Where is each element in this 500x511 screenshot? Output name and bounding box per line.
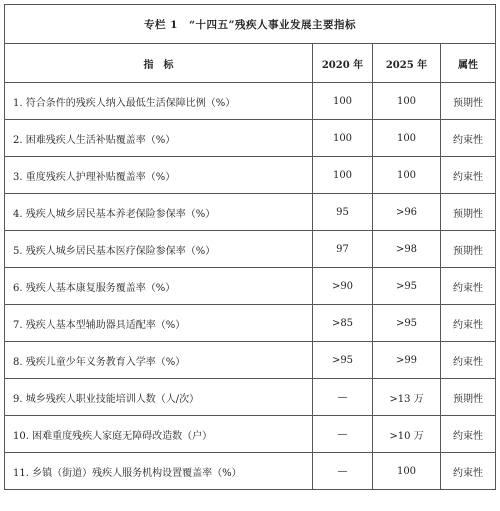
header-row <box>5 44 496 83</box>
value-2020-cell: — <box>313 379 373 416</box>
table-row <box>5 305 496 342</box>
value-2020-cell: — <box>313 416 373 453</box>
table-body <box>5 83 496 490</box>
indicator-cell: 2. 困难残疾人生活补贴覆盖率（%） <box>5 120 313 157</box>
indicator-cell: 4. 残疾人城乡居民基本养老保险参保率（%） <box>5 194 313 231</box>
table-row <box>5 379 496 416</box>
indicator-cell: 11. 乡镇（街道）残疾人服务机构设置覆盖率（%） <box>5 453 313 490</box>
value-2020-cell: >90 <box>313 268 373 305</box>
indicator-cell: 10. 困难重度残疾人家庭无障碍改造数（户） <box>5 416 313 453</box>
value-2025-cell: 100 <box>373 157 441 194</box>
table-title: 专栏 1 “十四五”残疾人事业发展主要指标 <box>5 5 496 44</box>
attribute-cell: 约束性 <box>441 157 496 194</box>
header-2020: 2020 年 <box>313 44 373 83</box>
value-2025-cell: >96 <box>373 194 441 231</box>
table-row <box>5 231 496 268</box>
table-row <box>5 83 496 120</box>
value-2020-cell: — <box>313 453 373 490</box>
indicator-table-frame <box>4 4 495 506</box>
indicator-cell: 5. 残疾人城乡居民基本医疗保险参保率（%） <box>5 231 313 268</box>
attribute-cell: 约束性 <box>441 453 496 490</box>
attribute-cell: 约束性 <box>441 342 496 379</box>
attribute-cell: 预期性 <box>441 194 496 231</box>
value-2020-cell: 95 <box>313 194 373 231</box>
value-2020-cell: >95 <box>313 342 373 379</box>
table-row <box>5 194 496 231</box>
attribute-cell: 预期性 <box>441 231 496 268</box>
value-2025-cell: >10 万 <box>373 416 441 453</box>
value-2020-cell: 100 <box>313 157 373 194</box>
attribute-cell: 预期性 <box>441 379 496 416</box>
value-2025-cell: 100 <box>373 120 441 157</box>
value-2020-cell: 97 <box>313 231 373 268</box>
table-row <box>5 157 496 194</box>
indicator-table <box>4 4 496 490</box>
value-2025-cell: 100 <box>373 83 441 120</box>
value-2025-cell: >99 <box>373 342 441 379</box>
attribute-cell: 约束性 <box>441 120 496 157</box>
value-2025-cell: >95 <box>373 268 441 305</box>
table-row <box>5 453 496 490</box>
value-2025-cell: 100 <box>373 453 441 490</box>
attribute-cell: 约束性 <box>441 268 496 305</box>
table-row <box>5 416 496 453</box>
table-row <box>5 268 496 305</box>
indicator-cell: 3. 重度残疾人护理补贴覆盖率（%） <box>5 157 313 194</box>
attribute-cell: 约束性 <box>441 416 496 453</box>
indicator-cell: 9. 城乡残疾人职业技能培训人数（人/次） <box>5 379 313 416</box>
value-2025-cell: >98 <box>373 231 441 268</box>
value-2020-cell: 100 <box>313 120 373 157</box>
indicator-cell: 7. 残疾人基本型辅助器具适配率（%） <box>5 305 313 342</box>
value-2020-cell: >85 <box>313 305 373 342</box>
value-2020-cell: 100 <box>313 83 373 120</box>
attribute-cell: 预期性 <box>441 83 496 120</box>
value-2025-cell: >13 万 <box>373 379 441 416</box>
header-attribute: 属性 <box>441 44 496 83</box>
header-indicator: 指 标 <box>5 44 313 83</box>
indicator-cell: 8. 残疾儿童少年义务教育入学率（%） <box>5 342 313 379</box>
header-2025: 2025 年 <box>373 44 441 83</box>
table-row <box>5 342 496 379</box>
table-row <box>5 120 496 157</box>
value-2025-cell: >95 <box>373 305 441 342</box>
attribute-cell: 约束性 <box>441 305 496 342</box>
indicator-cell: 1. 符合条件的残疾人纳入最低生活保障比例（%） <box>5 83 313 120</box>
indicator-cell: 6. 残疾人基本康复服务覆盖率（%） <box>5 268 313 305</box>
